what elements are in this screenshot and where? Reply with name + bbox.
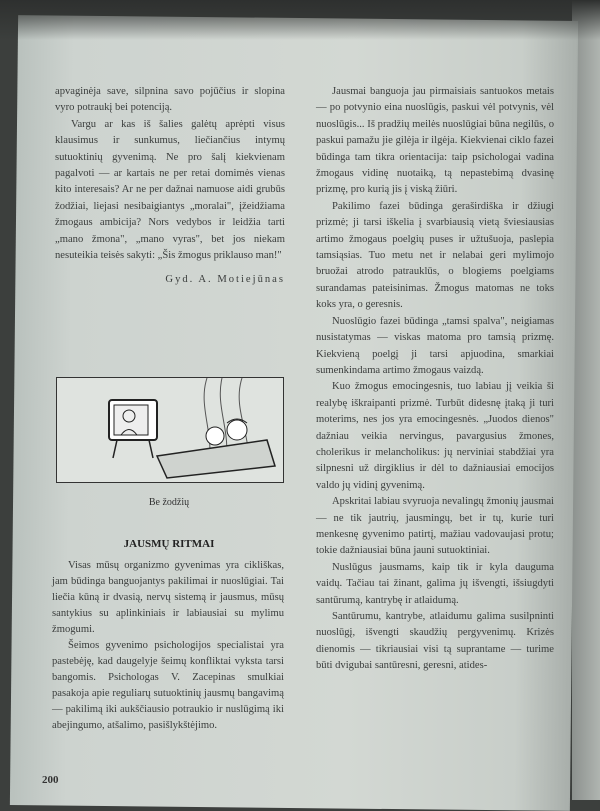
paragraph: Visas mūsų organizmo gyvenimas yra cikliškas, jam būdinga banguojantys pakilimai ir nuoslūgiai. Tai liečia kūną ir dvasią, nervų sistemą ir jausmus, mūsų santykius su aplinkiniais ir labiausiai su mylimu žmogumi.: [52, 560, 284, 635]
illustration-caption: Be žodžių: [148, 497, 190, 508]
paragraph: Šeimos gyvenimo psichologijos specialistai yra pastebėję, kad daugelyje šeimų konfliktai vyksta tarsi bangomis. Psichologas V. Zacepinas smulkiai pasakoja apie reguliarų sutuoktinių jausmų bangavimą — pakilimą iki aukščiausio potraukio ir nuslūgimą iki abejingumo, atšalimo, pasišlykštėjimo.: [52, 640, 284, 731]
paragraph: Pakilimo fazei būdinga geraširdiška ir džiugi prizmė; ji tarsi iškelia į svarbiausią vietą šviesiausias artimo žmogaus poelgių puses ir užtušuoja, paslepia tamsiąsias. Tuo metu net ir nelabai geri mylimojo bruožai atrodo patrauklūs, o blogiems poelgiams surandamas pateisinimas. Žmogus matomas ne toks koks yra, o geresnis.: [316, 200, 554, 311]
left-column-article: [52, 558, 284, 734]
paragraph: Santūrumu, kantrybe, atlaidumu galima susilpninti nuoslūgį, išvengti skaudžių pergyvenimų. Krizės dienomis — tikriausiai visi tą suprantame — turime būti dvigubai santūresni, geresni, atides-: [316, 611, 554, 672]
top-shadow: [0, 0, 600, 40]
paragraph: Apskritai labiau svyruoja nevalingų žmonių jausmai — ne tik jautrių, jausmingų, bet ir tų, kurie turi menkesnę gyvenimo patirtį, mažiau vadovaujasi protu; tokie dažniausiai būna jauni sutuoktiniai.: [316, 496, 554, 557]
cartoon-illustration: [56, 377, 284, 483]
article-heading: JAUSMŲ RITMAI: [123, 538, 215, 550]
paragraph: apvaginėja save, silpnina savo pojūčius ir slopina vyro potraukį bei potenciją.: [55, 86, 285, 114]
paragraph: Jausmai banguoja jau pirmaisiais santuokos metais — po potvynio eina nuoslūgis, paskui vėl potvynis, vėl nuoslūgis... Iš pradžių meilės nuoslūgiai būna negilūs, o paskui pamažu jie gilėja ir ilgėja. Kiekvienai ciklo fazei būdinga tam tikra orientacija: taip psichologai vadina žmogaus vidinę nuotaiką, tą nepastebimą dvasinę prizmę, pro kurią jis į viską žiūri.: [316, 86, 554, 196]
signature: Gyd. A. Motiejūnas: [165, 274, 285, 286]
paragraph: Kuo žmogus emocingesnis, tuo labiau jį veikia ši realybę iškraipanti prizmė. Turbūt didesnę įtaką ji turi moterims, nes jos yra emocingesnės. „Juodos dienos" dažniau veikia nervingus, pavargusius žmones, cholerikus ir melancholikus: jų nerviniai stabdžiai yra silpnesni už dirgiklius ir dėl to dažniausiai emocijos valdo jų vidinį gyvenimą.: [316, 381, 554, 491]
paragraph: Nuslūgus jausmams, kaip tik ir kyla dauguma vaidų. Tačiau tai žinant, galima jų išvengti, išsiugdyti santūrumą, kantrybę ir atlaidumą.: [316, 561, 554, 606]
right-column: [316, 84, 554, 675]
left-column-top: [55, 84, 285, 289]
page-number: 200: [42, 774, 59, 786]
tv-couple-drawing: [57, 378, 283, 482]
paragraph: Vargu ar kas iš šalies galėtų aprėpti visus klausimus ir sunkumus, liečiančius intymų sutuoktinių gyvenimą. Ne pro šalį kiekvienam pagalvoti — ar kartais ne per retai domimės vienas kito interesais? Ar ne per dažnai namuose aidi grubūs žodžiai, liejasi nesibaigiantys „moralai", įžeidžiama žmogaus ambicija? Nors vedybos ir leidžia tarti „mano žmona", „mano vyras", bet jos niekam nesuteikia teisės sakyti: „Šis žmogus priklauso man!": [55, 118, 285, 262]
paragraph: Nuoslūgio fazei būdinga „tamsi spalva", neigiamas nusistatymas — viskas matoma pro tamsią prizmę. Kiekvieną poelgį ji tarsi apjuodina, smarkiai sumenkindama artimo žmogaus vaizdą.: [316, 315, 554, 376]
